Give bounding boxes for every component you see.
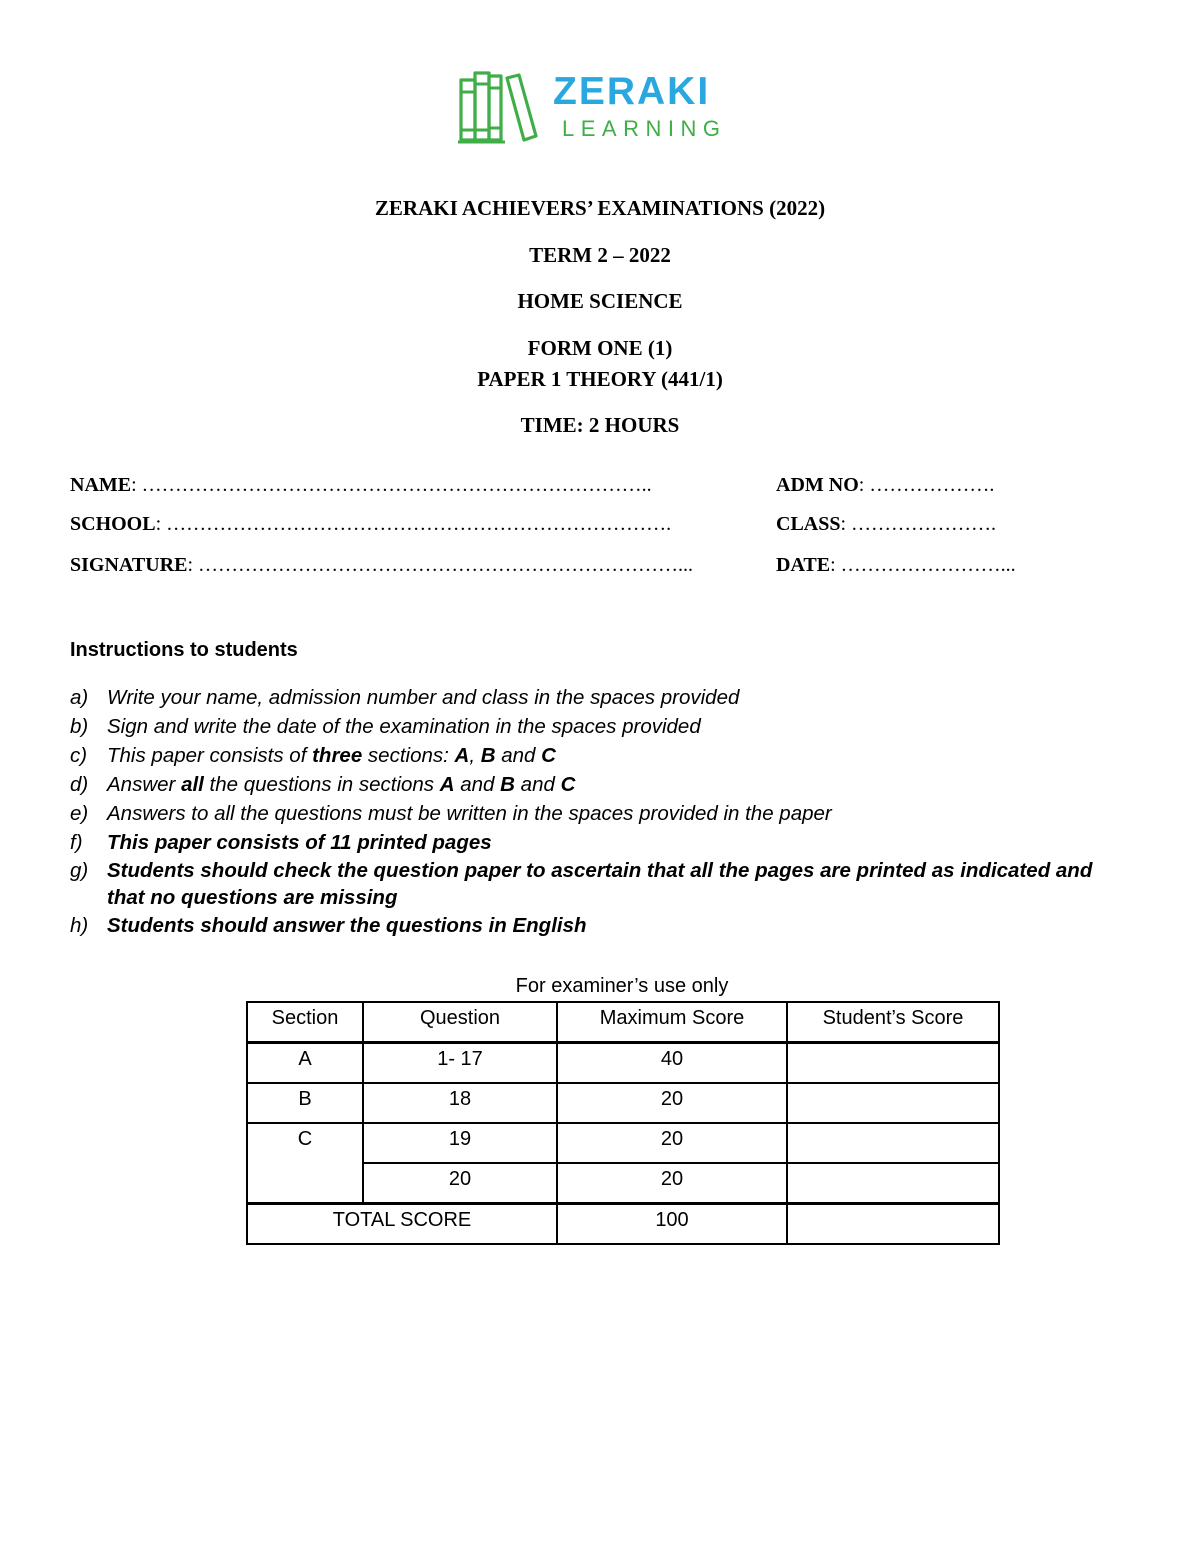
subject-heading: HOME SCIENCE [517, 289, 683, 313]
instruction-marker: h) [70, 914, 89, 937]
instruction-item [70, 683, 1120, 712]
question-cell: 1- 17 [363, 1043, 557, 1084]
books-icon [458, 70, 548, 146]
student-score-cell[interactable] [787, 1163, 999, 1204]
instruction-text: Write your name, admission number and class in the spaces provided [107, 686, 740, 709]
examiner-score-table [246, 1001, 1000, 1245]
instruction-marker: f) [70, 831, 83, 854]
signature-dots: : ………………………………………………………………... [187, 554, 693, 576]
total-student-score[interactable] [787, 1204, 999, 1245]
instruction-text: Answer all the questions in sections A and B and C [107, 773, 576, 796]
header-maximum-score: Maximum Score [557, 1002, 787, 1043]
instruction-marker: b) [70, 715, 89, 738]
term-heading: TERM 2 – 2022 [529, 243, 671, 267]
instruction-item [70, 799, 1120, 828]
instruction-text: This paper consists of 11 printed pages [107, 831, 492, 854]
instruction-item [70, 741, 1120, 770]
student-score-cell[interactable] [787, 1083, 999, 1123]
max-score-cell: 20 [557, 1163, 787, 1204]
question-cell: 20 [363, 1163, 557, 1204]
total-row [247, 1204, 999, 1245]
instruction-item [70, 828, 1120, 857]
adm-label: ADM NO [776, 474, 859, 496]
name-label: NAME [70, 474, 132, 496]
instruction-text: Answers to all the questions must be written in the spaces provided in the paper [107, 802, 832, 825]
question-cell: 19 [363, 1123, 557, 1163]
student-score-cell[interactable] [787, 1123, 999, 1163]
time-heading: TIME: 2 HOURS [520, 413, 680, 437]
instruction-marker: c) [70, 744, 88, 767]
exam-title: ZERAKI ACHIEVERS’ EXAMINATIONS (2022) [374, 196, 826, 220]
class-field [776, 512, 996, 536]
max-score-cell: 20 [557, 1123, 787, 1163]
instructions-list [70, 683, 1120, 940]
name-field [70, 473, 652, 497]
table-row [247, 1123, 999, 1163]
school-label: SCHOOL [70, 513, 156, 535]
instruction-text: This paper consists of three sections: A, B and C [107, 744, 556, 767]
school-dots: : …………………………………………………………………. [155, 513, 672, 535]
instruction-item [70, 911, 1120, 940]
logo-title: ZERAKI [553, 70, 711, 113]
instruction-item [70, 770, 1120, 799]
instruction-marker: e) [70, 802, 89, 825]
school-field [70, 512, 671, 536]
max-score-cell: 20 [557, 1083, 787, 1123]
max-score-cell: 40 [557, 1043, 787, 1084]
form-heading: FORM ONE (1) [527, 336, 673, 360]
instruction-marker: d) [70, 773, 89, 796]
class-label: CLASS [776, 513, 841, 535]
signature-label: SIGNATURE [70, 554, 188, 576]
header-section: Section [247, 1002, 363, 1043]
class-dots: : …………………. [840, 513, 997, 535]
name-dots: : ………………………………………………………………….. [131, 474, 652, 496]
instruction-text: Sign and write the date of the examination in the spaces provided [107, 715, 701, 738]
section-cell: C [247, 1123, 363, 1204]
instructions-heading: Instructions to students [70, 639, 298, 661]
zeraki-logo [458, 70, 758, 146]
total-score-label: TOTAL SCORE [247, 1204, 557, 1245]
instruction-text: Students should answer the questions in English [107, 914, 587, 937]
paper-heading: PAPER 1 THEORY (441/1) [477, 367, 723, 391]
instruction-marker: a) [70, 686, 89, 709]
header-student-score: Student’s Score [787, 1002, 999, 1043]
instruction-text: Students should check the question paper to ascertain that all the pages are printed as indicated and that no questions are missing [107, 859, 1093, 909]
header-question: Question [363, 1002, 557, 1043]
instruction-marker: g) [70, 859, 89, 882]
instruction-item [70, 712, 1120, 741]
table-row [247, 1043, 999, 1084]
student-score-cell[interactable] [787, 1043, 999, 1084]
date-field [776, 553, 1016, 577]
total-max-score: 100 [557, 1204, 787, 1245]
section-cell: A [247, 1043, 363, 1084]
section-cell: B [247, 1083, 363, 1123]
examiner-caption: For examiner’s use only [515, 975, 729, 997]
date-dots: : ……………………... [830, 554, 1016, 576]
logo-subtitle: LEARNING [562, 116, 727, 141]
table-row [247, 1083, 999, 1123]
date-label: DATE [776, 554, 831, 576]
signature-field [70, 553, 693, 577]
instruction-item [70, 857, 1120, 911]
adm-field [776, 473, 994, 497]
question-cell: 18 [363, 1083, 557, 1123]
adm-dots: : ………………. [858, 474, 995, 496]
